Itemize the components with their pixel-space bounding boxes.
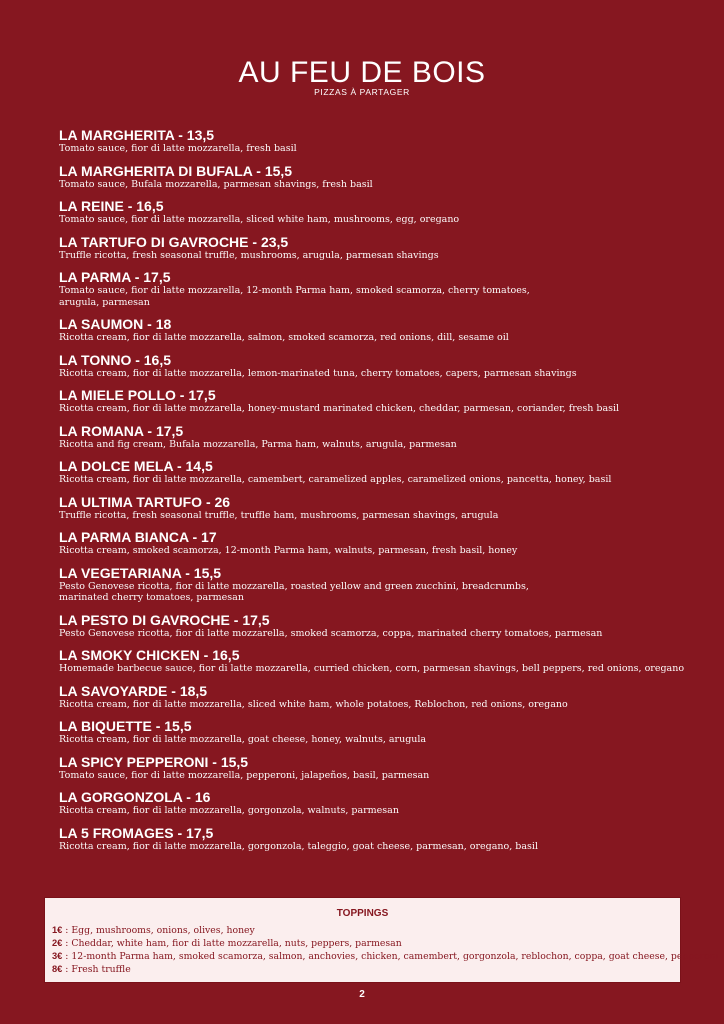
menu-item	[59, 387, 689, 415]
menu-item-title: LA MARGHERITA DI BUFALA - 15,5	[59, 162, 293, 179]
menu-item	[59, 458, 689, 486]
menu-item	[59, 789, 689, 817]
menu-item	[59, 565, 689, 604]
menu-subtitle: PIZZAS À PARTAGER	[314, 87, 410, 97]
page-number: 2	[359, 989, 365, 1000]
restaurant-brand: AU FEU DE BOIS	[238, 56, 486, 89]
topping-price: 2€	[52, 938, 63, 948]
menu-item-description: Tomato sauce, fior di latte mozzarella, pepperoni, jalapeños, basil, parmesan	[59, 769, 430, 781]
menu-item	[59, 494, 689, 522]
menu-item-title: LA DOLCE MELA - 14,5	[59, 458, 213, 474]
pizza-menu	[59, 127, 689, 860]
menu-header	[0, 56, 724, 97]
menu-item-description: Tomato sauce, fior di latte mozzarella, 12-month Parma ham, smoked scamorza, cherry tomatoes, arugula, parmesan	[59, 285, 530, 308]
menu-item-title: LA BIQUETTE - 15,5	[59, 718, 192, 734]
topping-line	[52, 924, 680, 937]
menu-item-title: LA GORGONZOLA - 16	[59, 789, 211, 805]
menu-item-description: Truffle ricotta, fresh seasonal truffle, mushrooms, arugula, parmesan shavings	[59, 249, 439, 261]
topping-price: 3€	[52, 951, 63, 961]
topping-line	[52, 963, 680, 976]
menu-item	[59, 163, 689, 191]
menu-item-description: Tomato sauce, fior di latte mozzarella, sliced white ham, mushrooms, egg, oregano	[59, 214, 460, 225]
menu-item	[59, 647, 689, 675]
menu-item-description: Ricotta cream, fior di latte mozzarella, gorgonzola, walnuts, parmesan	[59, 805, 399, 816]
menu-item-description: Truffle ricotta, fresh seasonal truffle, truffle ham, mushrooms, parmesan shavings, arugula	[59, 509, 499, 521]
menu-item	[59, 529, 689, 557]
menu-item-title: LA ROMANA - 17,5	[59, 422, 184, 439]
menu-item	[59, 269, 689, 308]
toppings-list	[52, 924, 719, 976]
topping-text: : Egg, mushrooms, onions, olives, honey	[62, 925, 255, 936]
menu-item-title: LA 5 FROMAGES - 17,5	[59, 824, 214, 841]
menu-item	[59, 234, 689, 262]
topping-line	[52, 937, 680, 950]
menu-item	[59, 683, 689, 711]
menu-item-description: Ricotta cream, fior di latte mozzarella, sliced white ham, whole potatoes, Reblochon, red onions, oregano	[59, 698, 568, 710]
menu-item	[59, 825, 689, 853]
menu-item-description: Homemade barbecue sauce, fior di latte mozzarella, curried chicken, corn, parmesan shavings, bell peppers, red onions, oregano	[59, 663, 685, 674]
topping-text: : Fresh truffle	[62, 964, 131, 975]
menu-item-description: Pesto Genovese ricotta, fior di latte mozzarella, roasted yellow and green zucchini, breadcrumbs, marinated cherry tomatoes, parmesan	[59, 580, 529, 603]
menu-item-title: LA PARMA - 17,5	[59, 269, 171, 285]
menu-item-description: Ricotta cream, fior di latte mozzarella, lemon-marinated tuna, cherry tomatoes, capers, parmesan shavings	[59, 367, 577, 379]
menu-item-title: LA PARMA BIANCA - 17	[59, 529, 217, 545]
menu-item	[59, 718, 689, 746]
menu-item-title: LA SPICY PEPPERONI - 15,5	[59, 753, 249, 770]
menu-item-description: Ricotta cream, fior di latte mozzarella, salmon, smoked scamorza, red onions, dill, sesame oil	[59, 332, 509, 343]
menu-item	[59, 127, 689, 155]
menu-item	[59, 198, 689, 226]
topping-text: : Cheddar, white ham, fior di latte mozzarella, nuts, peppers, parmesan	[62, 938, 402, 949]
toppings-box	[44, 897, 719, 983]
menu-item	[59, 316, 689, 344]
topping-text: : 12-month Parma ham, smoked scamorza, salmon, anchovies, chicken, camembert, gorgonzola, reblochon, coppa, goat cheese, pepperoni	[62, 951, 719, 962]
menu-item	[59, 612, 689, 640]
menu-item-title: LA TARTUFO DI GAVROCHE - 23,5	[59, 233, 289, 250]
menu-item-title: LA TONNO - 16,5	[59, 351, 172, 368]
menu-item-title: LA MARGHERITA - 13,5	[59, 127, 215, 143]
menu-item-description: Ricotta and fig cream, Bufala mozzarella, Parma ham, walnuts, arugula, parmesan	[59, 438, 457, 450]
menu-item-description: Ricotta cream, fior di latte mozzarella, camembert, caramelized apples, caramelized onions, pancetta, honey, basil	[59, 474, 612, 485]
menu-item	[59, 423, 689, 451]
menu-item-title: LA VEGETARIANA - 15,5	[59, 564, 222, 581]
menu-item-description: Tomato sauce, fior di latte mozzarella, fresh basil	[59, 143, 297, 154]
menu-item-description: Tomato sauce, Bufala mozzarella, parmesan shavings, fresh basil	[59, 178, 373, 190]
menu-item-title: LA REINE - 16,5	[59, 198, 164, 214]
menu-item-title: LA MIELE POLLO - 17,5	[59, 387, 216, 403]
topping-price: 1€	[52, 925, 63, 935]
menu-item-title: LA SAVOYARDE - 18,5	[59, 682, 208, 699]
menu-item-description: Ricotta cream, fior di latte mozzarella, goat cheese, honey, walnuts, arugula	[59, 734, 427, 745]
menu-item	[59, 352, 689, 380]
menu-item-title: LA PESTO DI GAVROCHE - 17,5	[59, 611, 270, 628]
menu-item-description: Ricotta cream, smoked scamorza, 12-month Parma ham, walnuts, parmesan, fresh basil, honey	[59, 545, 518, 556]
topping-price: 8€	[52, 964, 63, 974]
menu-item-description: Ricotta cream, fior di latte mozzarella, gorgonzola, taleggio, goat cheese, parmesan, oregano, basil	[59, 840, 538, 852]
menu-item-title: LA SMOKY CHICKEN - 16,5	[59, 647, 240, 663]
menu-item	[59, 754, 689, 782]
menu-item-description: Pesto Genovese ricotta, fior di latte mozzarella, smoked scamorza, coppa, marinated cherry tomatoes, parmesan	[59, 627, 603, 639]
topping-line	[52, 950, 719, 963]
menu-item-title: LA SAUMON - 18	[59, 316, 172, 332]
toppings-title: TOPPINGS	[336, 908, 389, 919]
menu-item-description: Ricotta cream, fior di latte mozzarella, honey-mustard marinated chicken, cheddar, parmesan, coriander, fresh basil	[59, 403, 620, 414]
menu-item-title: LA ULTIMA TARTUFO - 26	[59, 493, 231, 510]
